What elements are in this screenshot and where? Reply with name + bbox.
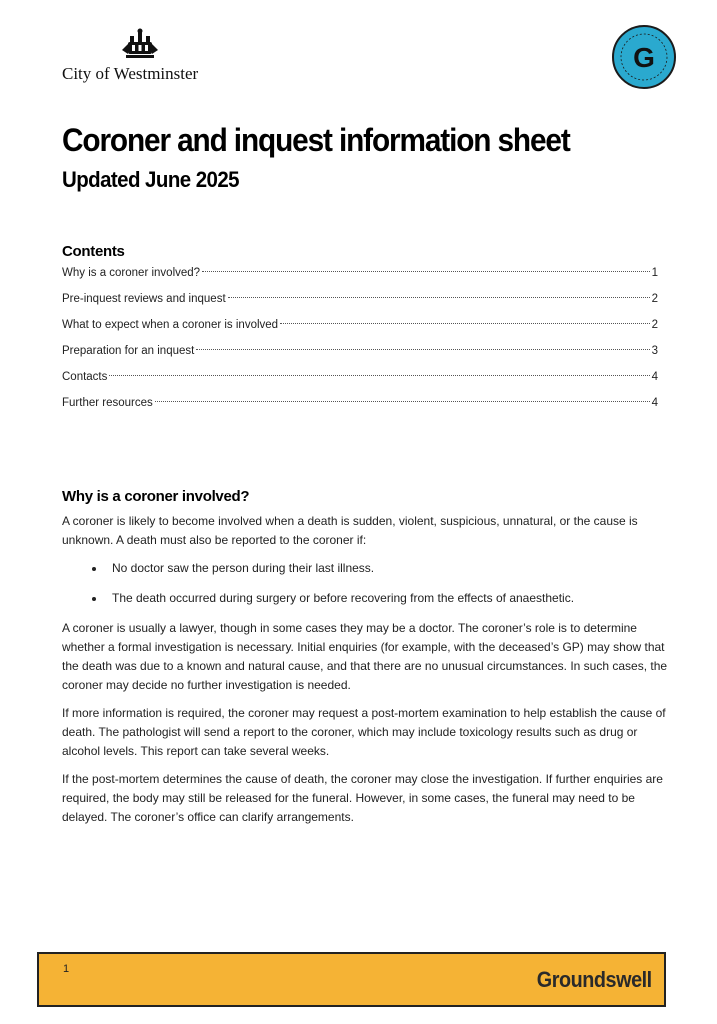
bullet-item: • No doctor saw the person during their last illness. (106, 559, 672, 578)
toc-item-label: Contacts (62, 371, 108, 383)
toc-leader (196, 349, 649, 350)
toc-item[interactable] (62, 289, 658, 315)
groundswell-badge-icon (611, 24, 677, 90)
toc-item-page: 1 (651, 267, 658, 279)
body-paragraph: If the post-mortem determines the cause of death, the coroner may close the investigation. If further enquiries are required, the body may still be released for the funeral. However, in some cases, the funeral may need to be delayed. The coroner’s office can clarify arrangements. (62, 772, 663, 824)
toc-item-page: 3 (651, 345, 658, 357)
crest-icon (120, 28, 160, 60)
toc-item-page: 2 (651, 293, 658, 305)
toc-item[interactable] (62, 367, 658, 393)
toc-leader (280, 323, 650, 324)
toc-item-page: 2 (651, 319, 658, 331)
section-heading: Why is a coroner involved? (62, 488, 250, 505)
contents-heading: Contents (62, 243, 125, 260)
toc-leader (109, 375, 649, 376)
body-paragraph: A coroner is usually a lawyer, though in some cases they may be a doctor. The coroner’s role is to determine whether a formal investigation is necessary. Initial enquiries (for example, with the deceased’s GP) may show that the death was due to a known and natural cause, and that there are no unusual circumstances. In such cases, the coroner may decide no further investigation is needed. (62, 621, 668, 692)
footer-brand: Groundswell (537, 967, 652, 992)
table-of-contents (62, 263, 658, 419)
toc-item[interactable] (62, 341, 658, 367)
toc-item-label: Why is a coroner involved? (62, 267, 201, 279)
toc-item-label: Preparation for an inquest (62, 345, 195, 357)
section-intro: A coroner is likely to become involved when a death is sudden, violent, suspicious, unnatural, or the cause is unknown. A death must also be reported to the coroner if: (62, 514, 638, 547)
toc-item-label: Further resources (62, 397, 153, 409)
toc-item-label: What to expect when a coroner is involved (62, 319, 279, 331)
body-paragraph: If more information is required, the coroner may request a post-mortem examination to help establish the cause of death. The pathologist will send a report to the coroner, which may include toxicology results such as drug or alcohol levels. This report can take several weeks. (62, 706, 666, 758)
org-name: City of Westminster (62, 64, 199, 83)
section-body (62, 512, 672, 836)
toc-item-page: 4 (651, 397, 658, 409)
toc-leader (155, 401, 650, 402)
page-footer (37, 952, 666, 1007)
toc-item[interactable] (62, 263, 658, 289)
document-title: Coroner and inquest information sheet (62, 122, 570, 158)
toc-leader (228, 297, 650, 298)
toc-item-label: Pre-inquest reviews and inquest (62, 293, 226, 305)
toc-leader (202, 271, 650, 272)
toc-item-page: 4 (651, 371, 658, 383)
toc-item[interactable] (62, 393, 658, 419)
bullet-list (62, 559, 672, 608)
badge-letter: G (633, 42, 655, 73)
page-number: 1 (63, 963, 70, 975)
toc-item[interactable] (62, 315, 658, 341)
document-subtitle: Updated June 2025 (62, 167, 240, 192)
bullet-item: • The death occurred during surgery or before recovering from the effects of anaesthetic. (106, 589, 672, 608)
